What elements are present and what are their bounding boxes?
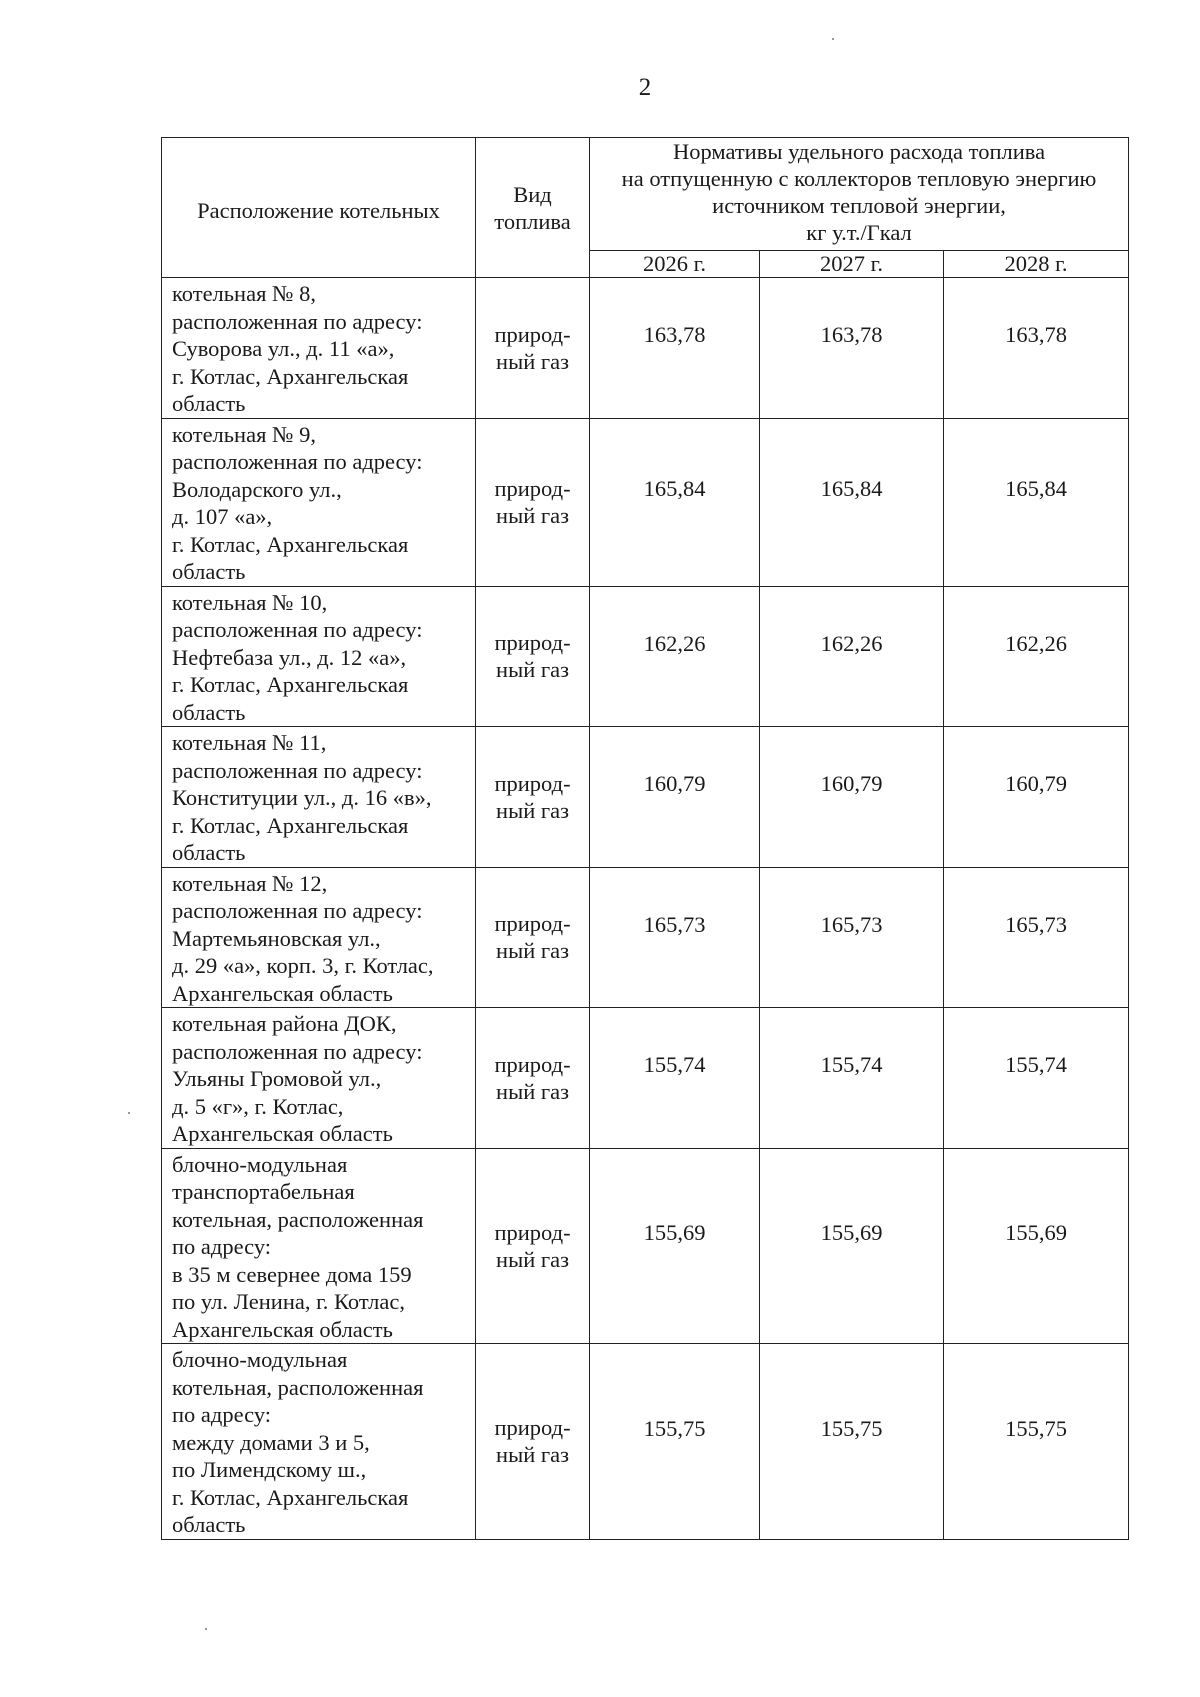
- header-norms: [590, 138, 1129, 251]
- boiler-location: котельная № 10, расположенная по адресу: Нефтебаза ул., д. 12 «а», г. Котлас, Архангельская область: [162, 586, 476, 727]
- fuel-type: природ- ный газ: [476, 867, 590, 1008]
- norm-2026: 155,74: [590, 1008, 760, 1149]
- norm-2027: 155,69: [760, 1148, 944, 1344]
- header-year-2028: 2028 г.: [944, 251, 1129, 278]
- norm-2028: 162,26: [944, 586, 1129, 727]
- fuel-type: природ- ный газ: [476, 586, 590, 727]
- table-row: [162, 586, 1129, 727]
- boiler-location: котельная № 12, расположенная по адресу: Мартемьяновская ул., д. 29 «а», корп. 3, г. Котлас, Архангельская область: [162, 867, 476, 1008]
- norm-2027: 155,74: [760, 1008, 944, 1149]
- boiler-location: блочно-модульная транспортабельная котельная, расположенная по адресу: в 35 м севернее дома 159 по ул. Ленина, г. Котлас, Архангельская область: [162, 1148, 476, 1344]
- boiler-location: котельная № 9, расположенная по адресу: Володарского ул., д. 107 «а», г. Котлас, Архангельская область: [162, 418, 476, 586]
- norm-2026: 163,78: [590, 278, 760, 419]
- norm-2026: 155,75: [590, 1344, 760, 1540]
- norm-2028: 165,73: [944, 867, 1129, 1008]
- boiler-location: котельная района ДОК, расположенная по адресу: Ульяны Громовой ул., д. 5 «г», г. Котлас, Архангельская область: [162, 1008, 476, 1149]
- header-location: [162, 138, 476, 278]
- header-fuel-type-label: Вид топлива: [494, 181, 571, 234]
- fuel-type: природ- ный газ: [476, 1344, 590, 1540]
- fuel-type: природ- ный газ: [476, 727, 590, 868]
- norm-2028: 155,69: [944, 1148, 1129, 1344]
- table-row: [162, 867, 1129, 1008]
- norm-2028: 163,78: [944, 278, 1129, 419]
- fuel-type: природ- ный газ: [476, 278, 590, 419]
- norm-2027: 162,26: [760, 586, 944, 727]
- norm-2026: 162,26: [590, 586, 760, 727]
- table-row: [162, 1008, 1129, 1149]
- norm-2028: 155,75: [944, 1344, 1129, 1540]
- table-row: [162, 1148, 1129, 1344]
- header-norms-label: Нормативы удельного расхода топлива на отпущенную с коллекторов тепловую энергию источником тепловой энергии, кг у.т./Гкал: [621, 139, 1097, 245]
- boiler-location: блочно-модульная котельная, расположенная по адресу: между домами 3 и 5, по Лимендскому ш., г. Котлас, Архангельская область: [162, 1344, 476, 1540]
- fuel-type: природ- ный газ: [476, 1148, 590, 1344]
- header-year-2027: 2027 г.: [760, 251, 944, 278]
- norm-2026: 165,84: [590, 418, 760, 586]
- norm-2028: 160,79: [944, 727, 1129, 868]
- norm-2026: 155,69: [590, 1148, 760, 1344]
- norm-2026: 160,79: [590, 727, 760, 868]
- norm-2027: 163,78: [760, 278, 944, 419]
- norm-2028: 165,84: [944, 418, 1129, 586]
- norm-2028: 155,74: [944, 1008, 1129, 1149]
- norm-2027: 165,84: [760, 418, 944, 586]
- fuel-type: природ- ный газ: [476, 1008, 590, 1149]
- scan-speck: [205, 1628, 207, 1630]
- scan-speck: [832, 38, 834, 40]
- norm-2027: 155,75: [760, 1344, 944, 1540]
- header-year-2026: 2026 г.: [590, 251, 760, 278]
- norm-2026: 165,73: [590, 867, 760, 1008]
- norm-2027: 165,73: [760, 867, 944, 1008]
- table-row: [162, 727, 1129, 868]
- table-row: [162, 418, 1129, 586]
- header-location-label: Расположение котельных: [197, 197, 440, 223]
- table-row: [162, 1344, 1129, 1540]
- norm-2027: 160,79: [760, 727, 944, 868]
- fuel-norms-table: [161, 137, 1129, 1540]
- boiler-location: котельная № 8, расположенная по адресу: Суворова ул., д. 11 «а», г. Котлас, Архангельская область: [162, 278, 476, 419]
- page-number: 2: [638, 74, 652, 101]
- scan-speck: [128, 1112, 130, 1114]
- fuel-type: природ- ный газ: [476, 418, 590, 586]
- header-fuel-type: [476, 138, 590, 278]
- boiler-location: котельная № 11, расположенная по адресу: Конституции ул., д. 16 «в», г. Котлас, Архангельская область: [162, 727, 476, 868]
- table-row: [162, 278, 1129, 419]
